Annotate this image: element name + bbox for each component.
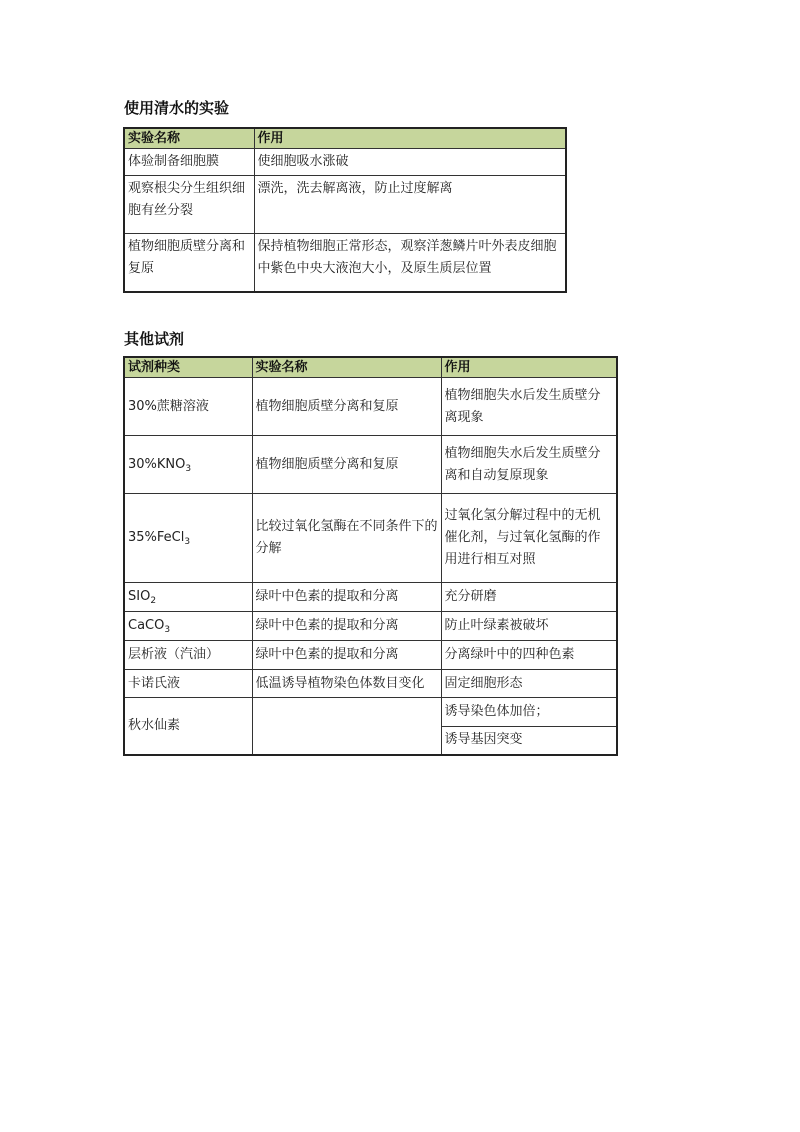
reagent-name: 层析液（汽油）	[128, 647, 220, 662]
experiment-name-cell: 体验制备细胞膜	[124, 149, 254, 176]
effect-cell: 诱导基因突变	[441, 727, 617, 755]
reagent-cell	[124, 436, 252, 494]
section-title-water: 使用清水的实验	[124, 99, 230, 117]
reagent-subscript: 3	[185, 463, 192, 474]
experiment-name-cell: 比较过氧化氢酶在不同条件下的分解	[252, 494, 441, 583]
effect-cell: 保持植物细胞正常形态，观察洋葱鳞片叶外表皮细胞中紫色中央大液泡大小，及原生质层位置	[254, 234, 566, 292]
table-header-row	[124, 128, 566, 149]
experiment-name-cell: 绿叶中色素的提取和分离	[252, 641, 441, 670]
reagent-cell	[124, 641, 252, 670]
experiment-name-cell: 植物细胞质壁分离和复原	[252, 378, 441, 436]
reagent-name: 卡诺氏液	[128, 675, 181, 691]
table-row	[124, 583, 617, 612]
header-experiment-name: 实验名称	[252, 357, 441, 378]
effect-cell: 过氧化氢分解过程中的无机催化剂，与过氧化氢酶的作用进行相互对照	[441, 494, 617, 583]
table-row	[124, 698, 617, 727]
reagent-name: SIO	[128, 589, 151, 604]
effect-cell: 充分研磨	[441, 583, 617, 612]
table-row	[124, 234, 566, 292]
header-experiment-name: 实验名称	[124, 128, 254, 149]
table-row	[124, 641, 617, 670]
reagent-cell	[124, 698, 252, 755]
reagent-subscript: 3	[184, 537, 191, 547]
experiment-name-cell	[252, 698, 441, 755]
effect-cell: 防止叶绿素被破坏	[441, 612, 617, 641]
section-title-other-reagents: 其他试剂	[124, 330, 185, 348]
header-effect: 作用	[441, 357, 617, 378]
table-row	[124, 612, 617, 641]
experiment-name-cell: 低温诱导植物染色体数目变化	[252, 670, 441, 698]
table-row	[124, 494, 617, 583]
reagent-cell	[124, 612, 252, 641]
effect-cell: 固定细胞形态	[441, 670, 617, 698]
table-row	[124, 149, 566, 176]
reagent-name: 秋水仙素	[128, 717, 181, 733]
experiment-name-cell: 植物细胞质壁分离和复原	[252, 436, 441, 494]
effect-cell: 植物细胞失水后发生质壁分离和自动复原现象	[441, 436, 617, 494]
effect-cell: 植物细胞失水后发生质壁分离现象	[441, 378, 617, 436]
reagent-name: 35%FeCl	[128, 530, 185, 545]
reagent-cell	[124, 583, 252, 612]
reagent-name: CaCO	[128, 618, 165, 633]
table-row	[124, 378, 617, 436]
water-experiments-table	[123, 127, 567, 293]
table-row	[124, 436, 617, 494]
effect-cell: 漂洗，洗去解离液，防止过度解离	[254, 176, 566, 234]
effect-cell: 诱导染色体加倍；	[441, 698, 617, 727]
table-header-row	[124, 357, 617, 378]
reagent-cell	[124, 378, 252, 436]
reagent-subscript: 2	[150, 596, 157, 606]
reagent-cell	[124, 670, 252, 698]
other-reagents-table	[123, 356, 618, 756]
experiment-name-cell: 绿叶中色素的提取和分离	[252, 612, 441, 641]
experiment-name-cell: 植物细胞质壁分离和复原	[124, 234, 254, 292]
header-reagent-type: 试剂种类	[124, 357, 252, 378]
header-effect: 作用	[254, 128, 566, 149]
reagent-subscript: 3	[164, 625, 171, 635]
experiment-name-cell: 观察根尖分生组织细胞有丝分裂	[124, 176, 254, 234]
reagent-name: 30%蔗糖溶液	[128, 398, 209, 414]
table-row	[124, 176, 566, 234]
reagent-name: 30%KNO	[128, 456, 186, 472]
experiment-name-cell: 绿叶中色素的提取和分离	[252, 583, 441, 612]
table-row	[124, 670, 617, 698]
effect-cell: 分离绿叶中的四种色素	[441, 641, 617, 670]
effect-cell: 使细胞吸水涨破	[254, 149, 566, 176]
reagent-cell	[124, 494, 252, 583]
